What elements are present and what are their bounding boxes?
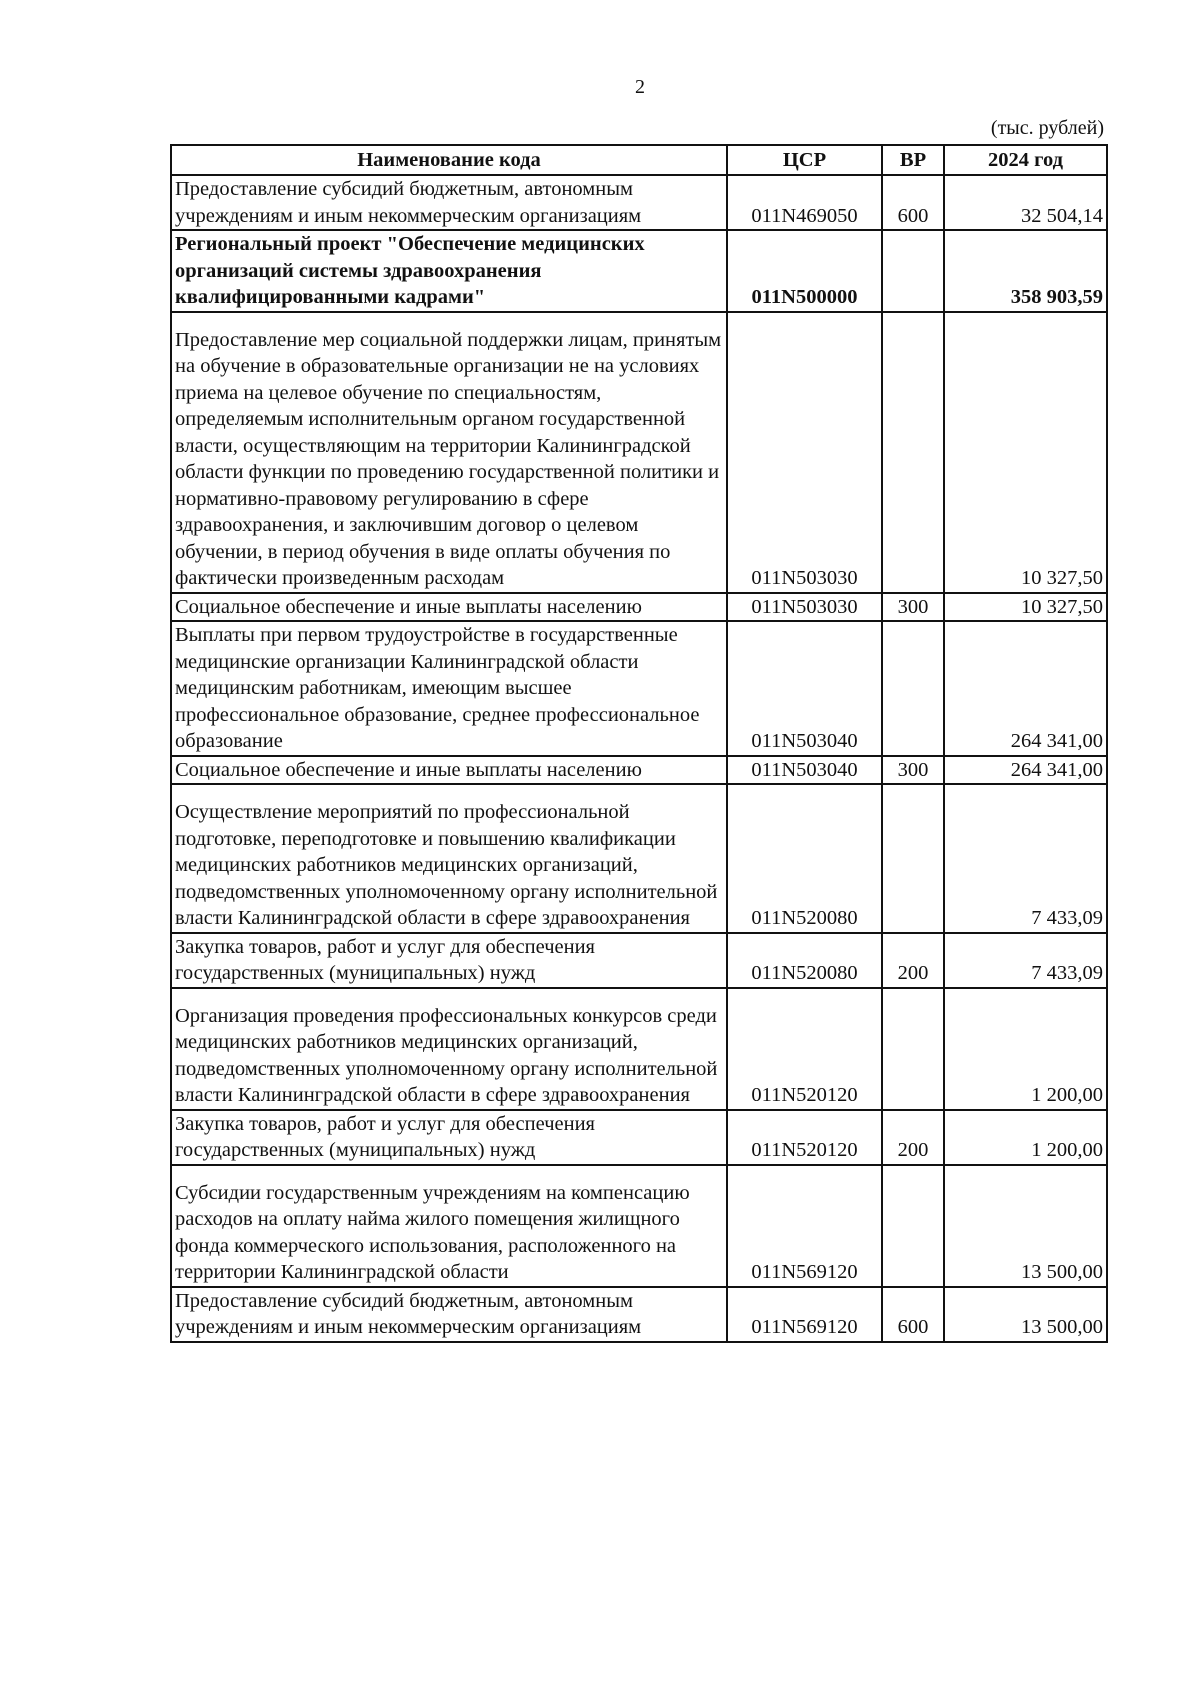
- row-name: Социальное обеспечение и иные выплаты населению: [171, 756, 727, 785]
- row-vr: 300: [882, 593, 944, 622]
- row-csr: 011N500000: [727, 230, 882, 312]
- table-row: [171, 1287, 1107, 1342]
- row-csr: 011N520080: [727, 784, 882, 933]
- row-name: Осуществление мероприятий по профессиональной подготовке, переподготовке и повышению квалификации медицинских работников медицинских организаций, подведомственных уполномоченному органу исполнительной власти Калининградской области в сфере здравоохранения: [171, 784, 727, 933]
- row-name: Субсидии государственным учреждениям на компенсацию расходов на оплату найма жилого помещения жилищного фонда коммерческого использования, расположенного на территории Калининградской области: [171, 1165, 727, 1287]
- row-name: Региональный проект "Обеспечение медицинских организаций системы здравоохранения квалифицированными кадрами": [171, 230, 727, 312]
- row-amount: 10 327,50: [944, 593, 1107, 622]
- row-vr: 600: [882, 1287, 944, 1342]
- row-csr: 011N469050: [727, 175, 882, 230]
- row-name: Предоставление субсидий бюджетным, автономным учреждениям и иным некоммерческим организациям: [171, 175, 727, 230]
- row-amount: 32 504,14: [944, 175, 1107, 230]
- row-csr: 011N569120: [727, 1165, 882, 1287]
- row-csr: 011N503030: [727, 312, 882, 593]
- row-vr: [882, 1165, 944, 1287]
- table-header-row: [171, 145, 1107, 175]
- header-vr: ВР: [882, 145, 944, 175]
- row-amount: 1 200,00: [944, 1110, 1107, 1165]
- row-vr: [882, 784, 944, 933]
- row-csr: 011N569120: [727, 1287, 882, 1342]
- row-name: Предоставление субсидий бюджетным, автономным учреждениям и иным некоммерческим организациям: [171, 1287, 727, 1342]
- table-row: [171, 1165, 1107, 1287]
- row-amount: 264 341,00: [944, 621, 1107, 756]
- row-csr: 011N503030: [727, 593, 882, 622]
- table-row: [171, 988, 1107, 1110]
- row-amount: 10 327,50: [944, 312, 1107, 593]
- row-amount: 13 500,00: [944, 1165, 1107, 1287]
- row-name: Социальное обеспечение и иные выплаты населению: [171, 593, 727, 622]
- row-name: Предоставление мер социальной поддержки лицам, принятым на обучение в образовательные организации не на условиях приема на целевое обучение по специальностям, определяемым исполнительным органом государственной власти, осуществляющим на территории Калининградской области функции по проведению государственной политики и нормативно-правовому регулированию в сфере здравоохранения, и заключившим договор о целевом обучении, в период обучения в виде оплаты обучения по фактически произведенным расходам: [171, 312, 727, 593]
- budget-table: [170, 144, 1108, 1343]
- page-number: 2: [635, 76, 645, 98]
- row-vr: [882, 621, 944, 756]
- table-row: [171, 1110, 1107, 1165]
- row-csr: 011N520120: [727, 1110, 882, 1165]
- row-amount: 7 433,09: [944, 933, 1107, 988]
- table-row: [171, 756, 1107, 785]
- row-csr: 011N520080: [727, 933, 882, 988]
- row-csr: 011N503040: [727, 621, 882, 756]
- table-row: [171, 593, 1107, 622]
- row-vr: [882, 312, 944, 593]
- row-vr: 200: [882, 1110, 944, 1165]
- table-row: [171, 621, 1107, 756]
- row-vr: [882, 988, 944, 1110]
- table-row: [171, 312, 1107, 593]
- row-name: Закупка товаров, работ и услуг для обеспечения государственных (муниципальных) нужд: [171, 1110, 727, 1165]
- row-amount: 358 903,59: [944, 230, 1107, 312]
- row-amount: 264 341,00: [944, 756, 1107, 785]
- row-vr: 300: [882, 756, 944, 785]
- row-name: Выплаты при первом трудоустройстве в государственные медицинские организации Калининградской области медицинским работникам, имеющим высшее профессиональное образование, среднее профессиональное образование: [171, 621, 727, 756]
- row-vr: [882, 230, 944, 312]
- row-amount: 13 500,00: [944, 1287, 1107, 1342]
- header-csr: ЦСР: [727, 145, 882, 175]
- row-name: Организация проведения профессиональных конкурсов среди медицинских работников медицинских организаций, подведомственных уполномоченному органу исполнительной власти Калининградской области в сфере здравоохранения: [171, 988, 727, 1110]
- row-vr: 600: [882, 175, 944, 230]
- row-amount: 1 200,00: [944, 988, 1107, 1110]
- header-name: Наименование кода: [171, 145, 727, 175]
- units-label: (тыс. рублей): [990, 117, 1104, 139]
- table-row-section: [171, 230, 1107, 312]
- table-row: [171, 784, 1107, 933]
- row-vr: 200: [882, 933, 944, 988]
- row-csr: 011N503040: [727, 756, 882, 785]
- table-row: [171, 175, 1107, 230]
- row-csr: 011N520120: [727, 988, 882, 1110]
- row-amount: 7 433,09: [944, 784, 1107, 933]
- table-row: [171, 933, 1107, 988]
- header-year: 2024 год: [944, 145, 1107, 175]
- row-name: Закупка товаров, работ и услуг для обеспечения государственных (муниципальных) нужд: [171, 933, 727, 988]
